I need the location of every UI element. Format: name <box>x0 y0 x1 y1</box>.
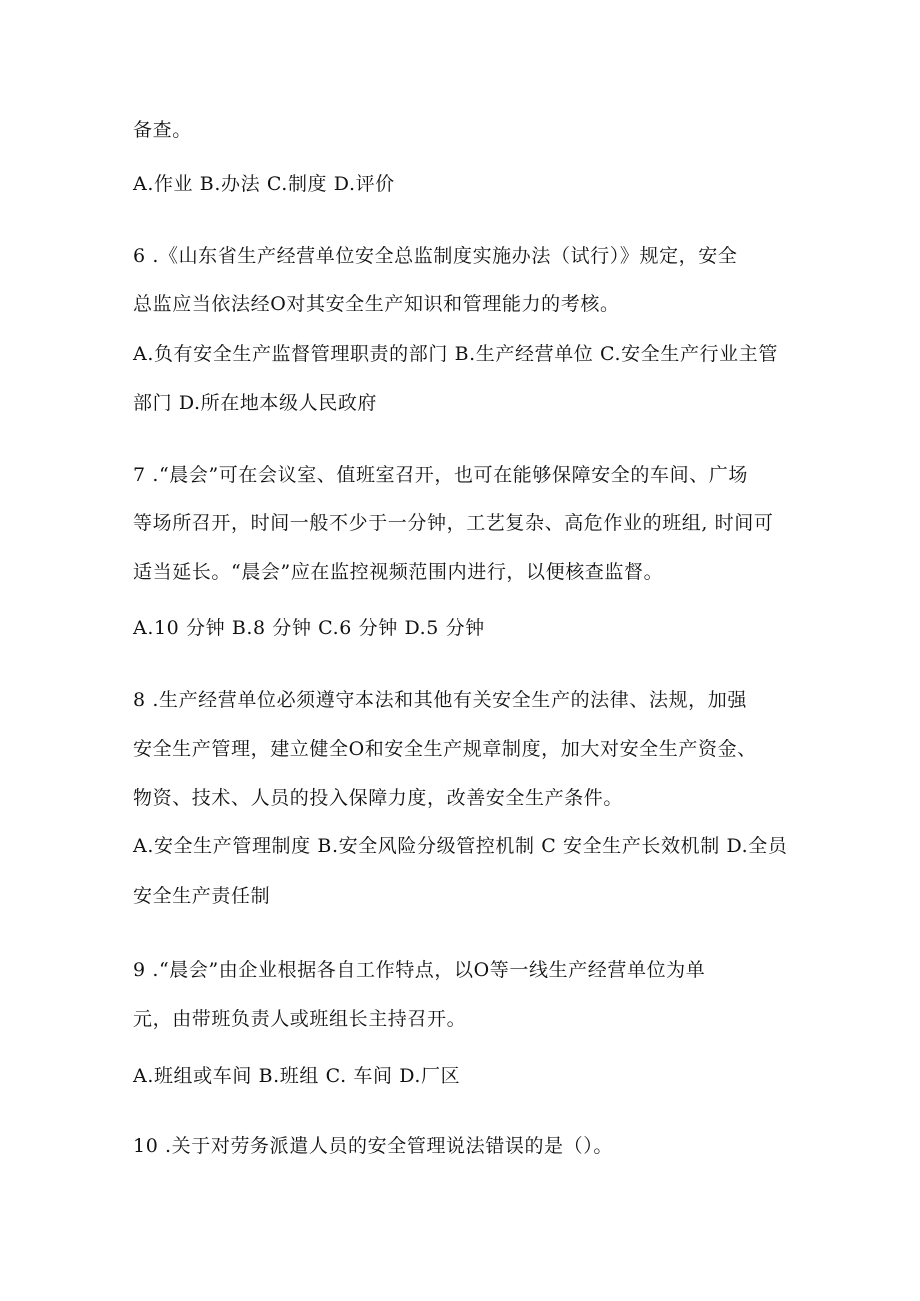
q7-options: A.10 分钟 B.8 分钟 C.6 分钟 D.5 分钟 <box>133 617 485 639</box>
q9-line-1: 9 .“晨会”由企业根据各自工作特点，以O等一线生产经营单位为单 <box>133 959 706 981</box>
q8-line-1: 8 .生产经营单位必须遵守本法和其他有关安全生产的法律、法规，加强 <box>133 689 747 711</box>
q5-tail: 备查。 <box>133 119 192 141</box>
q8-options-line-2: 安全生产责任制 <box>133 885 271 907</box>
q10-line-1: 10 .关于对劳务派遣人员的安全管理说法错误的是（）。 <box>133 1135 613 1157</box>
q6-options-line-2: 部门 D.所在地本级人民政府 <box>133 392 378 414</box>
q8-line-3: 物资、技术、人员的投入保障力度，改善安全生产条件。 <box>133 787 624 809</box>
q6-line-2: 总监应当依法经O对其安全生产知识和管理能力的考核。 <box>133 293 620 315</box>
q7-line-1: 7 .“晨会”可在会议室、值班室召开，也可在能够保障安全的车间、广场 <box>133 464 748 486</box>
q8-line-2: 安全生产管理，建立健全O和安全生产规章制度，加大对安全生产资金、 <box>133 738 757 760</box>
q7-line-2: 等场所召开，时间一般不少于一分钟，工艺复杂、高危作业的班组, 时间可 <box>133 512 774 534</box>
q5-options: A.作业 B.办法 C.制度 D.评价 <box>133 173 395 195</box>
q7-line-3: 适当延长。“晨会”应在监控视频范围内进行，以便核查监督。 <box>133 561 664 583</box>
q8-options-line-1: A.安全生产管理制度 B.安全风险分级管控机制 C 安全生产长效机制 D.全员 <box>133 835 788 857</box>
q9-line-2: 元，由带班负责人或班组长主持召开。 <box>133 1008 467 1030</box>
q6-options-line-1: A.负有安全生产监督管理职责的部门 B.生产经营单位 C.安全生产行业主管 <box>133 343 778 365</box>
q6-line-1: 6 .《山东省生产经营单位安全总监制度实施办法（试行）》规定，安全 <box>133 245 738 267</box>
q9-options: A.班组或车间 B.班组 C. 车间 D.厂区 <box>133 1065 461 1087</box>
